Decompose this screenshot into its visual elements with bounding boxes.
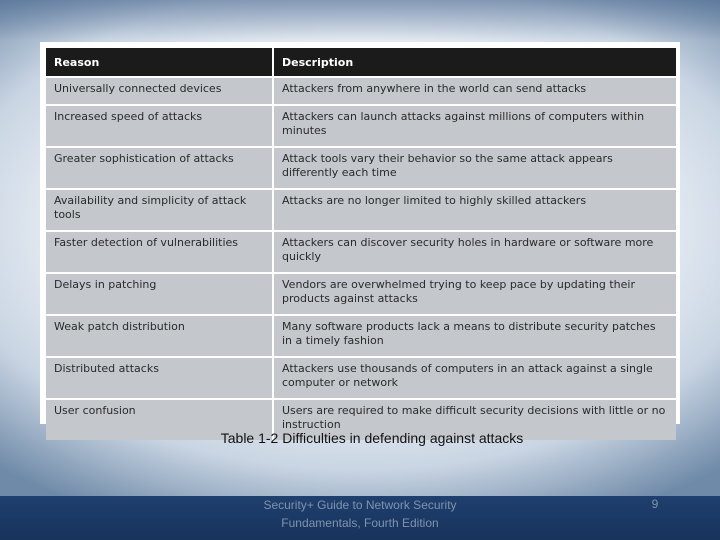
description-cell: Many software products lack a means to distribute security patches in a timely fashion bbox=[273, 315, 676, 357]
description-cell: Attackers use thousands of computers in an attack against a single computer or network bbox=[273, 357, 676, 399]
header-reason: Reason bbox=[46, 48, 273, 77]
description-cell: Attack tools vary their behavior so the same attack appears differently each time bbox=[273, 147, 676, 189]
table-caption: Table 1-2 Difficulties in defending against attacks bbox=[220, 430, 524, 446]
table-row bbox=[46, 273, 676, 315]
description-cell: Attacks are no longer limited to highly skilled attackers bbox=[273, 189, 676, 231]
reason-cell: Delays in patching bbox=[46, 273, 273, 315]
reason-cell: Faster detection of vulnerabilities bbox=[46, 231, 273, 273]
reason-cell: Greater sophistication of attacks bbox=[46, 147, 273, 189]
description-cell: Attackers from anywhere in the world can send attacks bbox=[273, 77, 676, 105]
description-cell: Vendors are overwhelmed trying to keep pace by updating their products against attacks bbox=[273, 273, 676, 315]
reason-cell: Availability and simplicity of attack tools bbox=[46, 189, 273, 231]
description-cell: Attackers can discover security holes in hardware or software more quickly bbox=[273, 231, 676, 273]
reason-cell: Increased speed of attacks bbox=[46, 105, 273, 147]
header-description: Description bbox=[273, 48, 676, 77]
page-number: 9 bbox=[651, 497, 659, 511]
difficulties-table bbox=[46, 48, 676, 440]
table-row bbox=[46, 105, 676, 147]
description-cell: Attackers can launch attacks against millions of computers within minutes bbox=[273, 105, 676, 147]
table-row bbox=[46, 147, 676, 189]
table-row bbox=[46, 315, 676, 357]
table-frame bbox=[40, 42, 680, 431]
table-row bbox=[46, 77, 676, 105]
reason-cell: Universally connected devices bbox=[46, 77, 273, 105]
table-header-row bbox=[46, 48, 676, 77]
reason-cell: Distributed attacks bbox=[46, 357, 273, 399]
table-row bbox=[46, 189, 676, 231]
reason-cell: Weak patch distribution bbox=[46, 315, 273, 357]
footer-title: Security+ Guide to Network Security Fundamentals, Fourth Edition bbox=[263, 498, 457, 530]
slide-background-top bbox=[0, 0, 720, 40]
table-row bbox=[46, 231, 676, 273]
description-cell: Users are required to make difficult security decisions with little or no instruction bbox=[273, 399, 676, 440]
reason-cell: User confusion bbox=[46, 399, 273, 440]
table-row bbox=[46, 357, 676, 399]
slide-footer bbox=[0, 496, 720, 540]
